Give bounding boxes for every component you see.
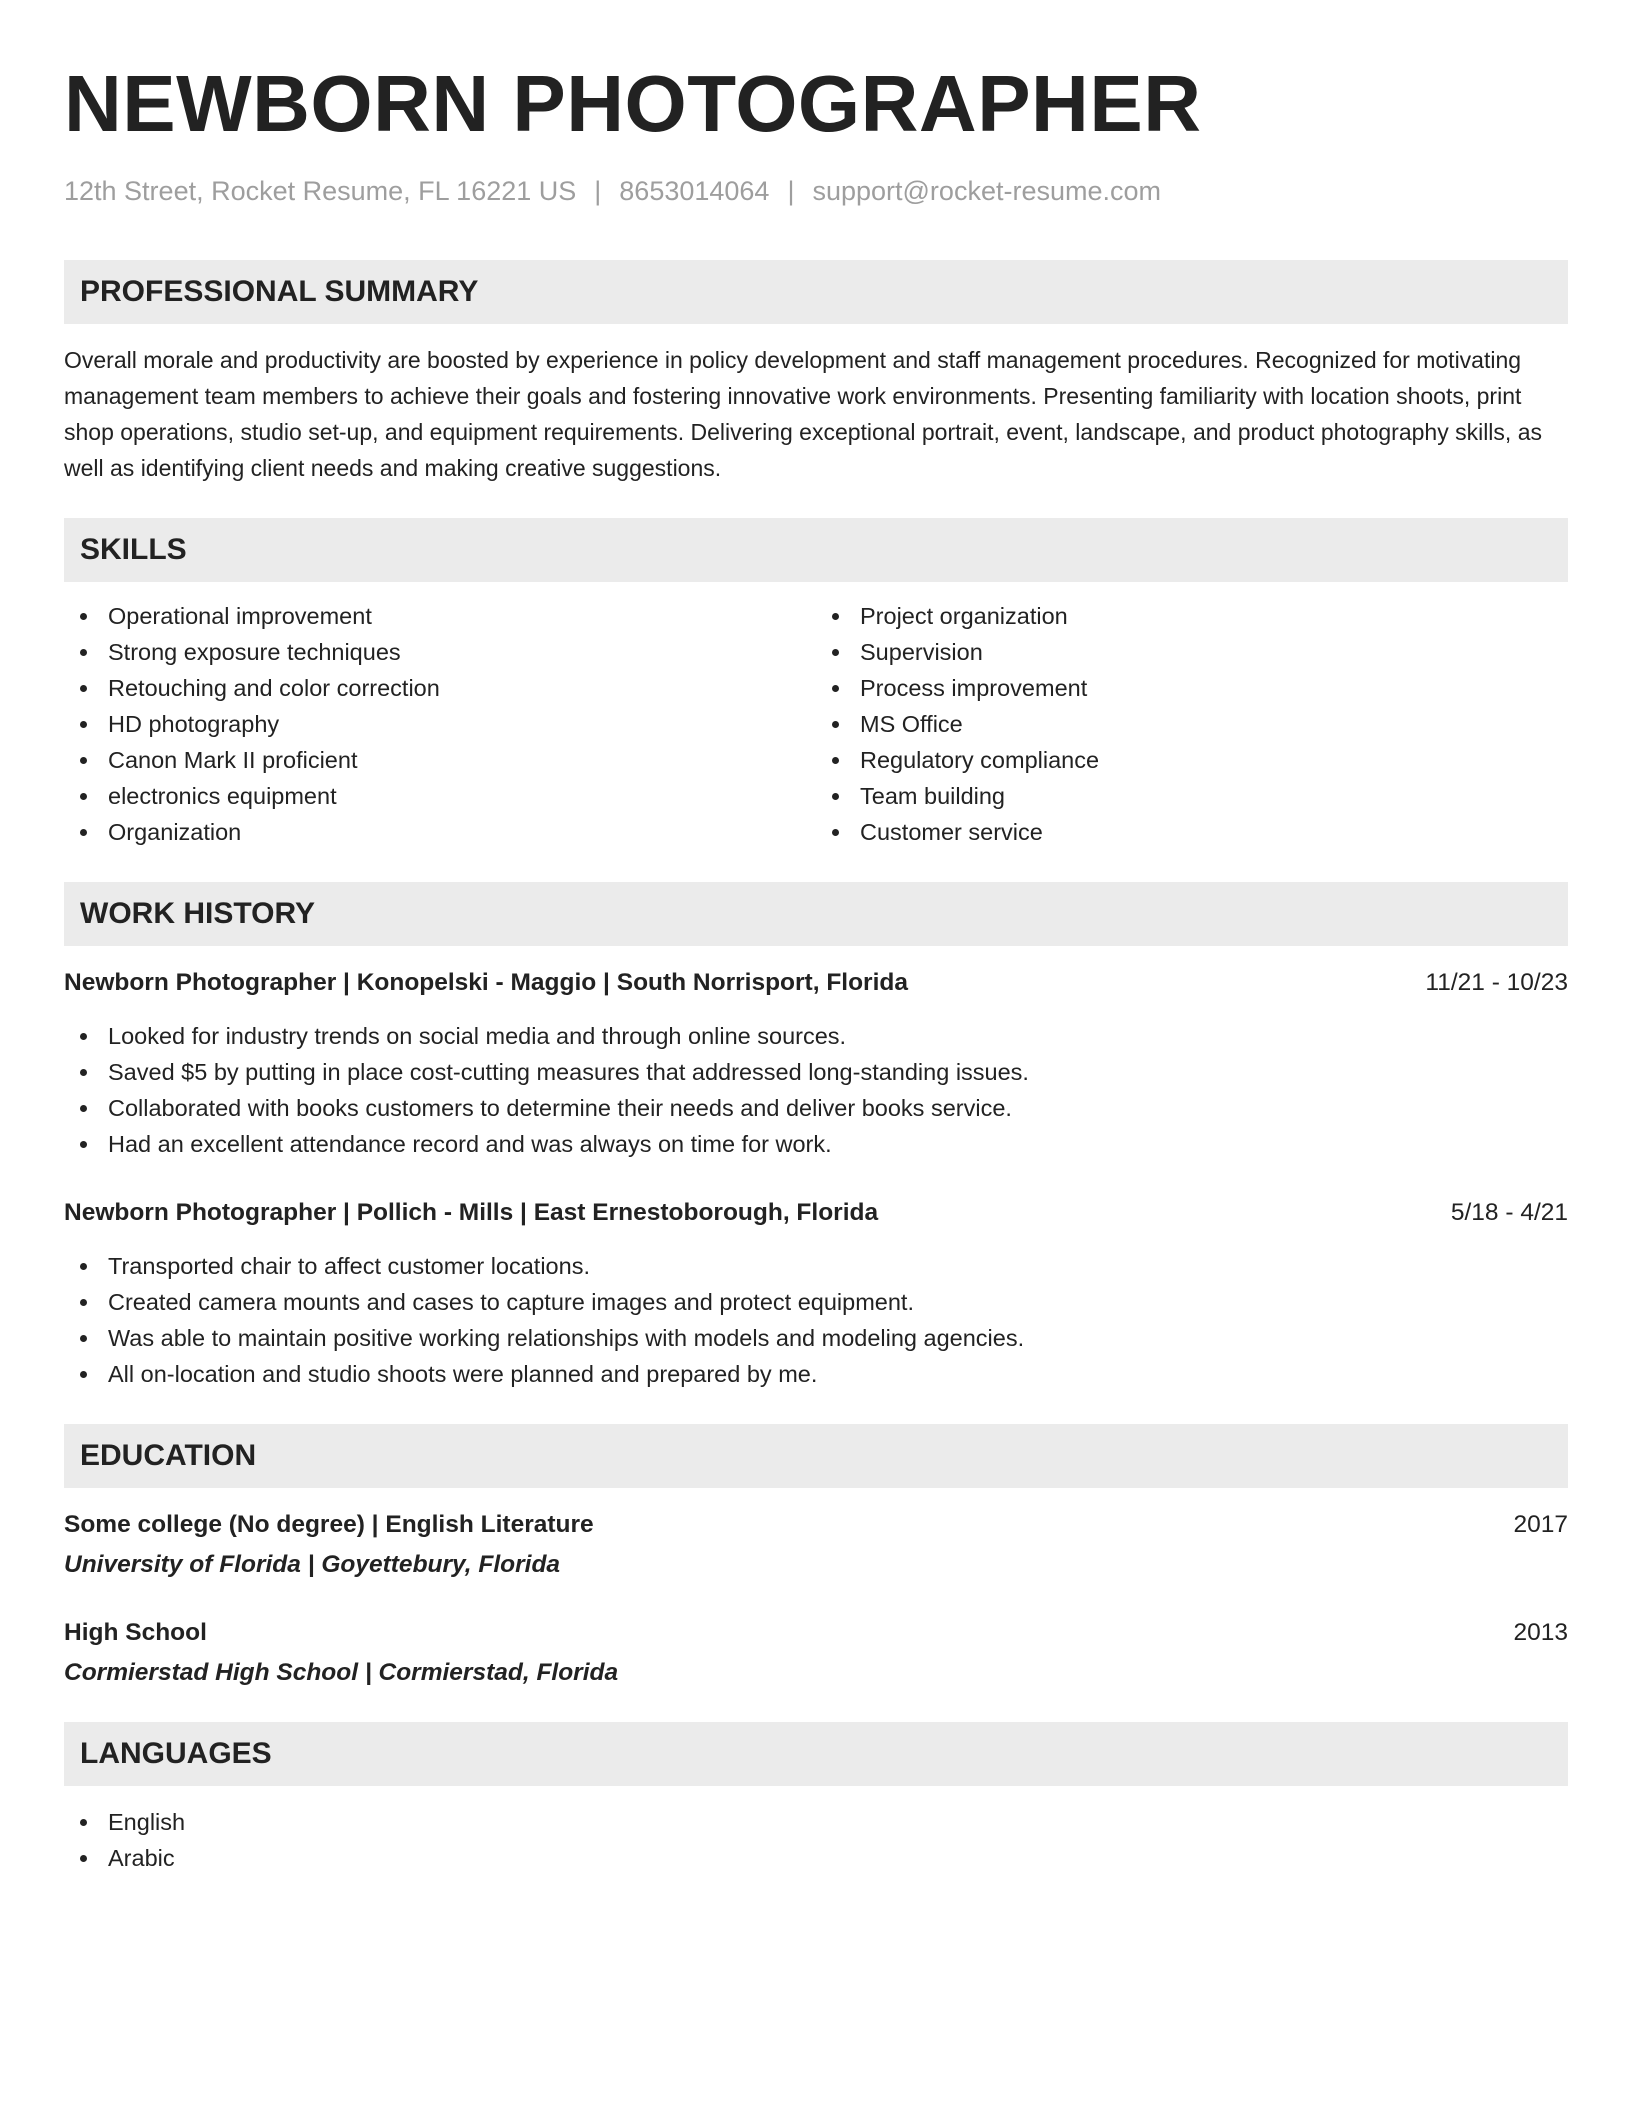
skills-list — [64, 598, 1568, 850]
skills-column-right — [816, 598, 1568, 850]
contact-address: 12th Street, Rocket Resume, FL 16221 US — [64, 176, 577, 206]
education-header — [64, 1508, 1568, 1542]
job-dates: 5/18 - 4/21 — [1450, 1199, 1568, 1226]
job-header — [64, 1196, 1568, 1230]
contact-line — [64, 174, 1568, 208]
job-header — [64, 966, 1568, 1000]
job-title: Newborn Photographer | Konopelski - Maggio | South Norrisport, Florida — [64, 969, 908, 996]
section-heading-education: EDUCATION — [64, 1424, 1568, 1488]
job-entry — [64, 966, 1568, 1162]
skill-item: Team building — [816, 778, 1568, 814]
contact-separator: | — [787, 176, 795, 206]
resume-name: NEWBORN PHOTOGRAPHER — [64, 59, 1202, 148]
education-entry — [64, 1616, 1568, 1690]
education-year: 2017 — [1513, 1511, 1568, 1538]
job-title: Newborn Photographer | Pollich - Mills | East Ernestoborough, Florida — [64, 1199, 879, 1226]
education-header — [64, 1616, 1568, 1650]
job-bullet: Was able to maintain positive working relationships with models and modeling agencies. — [64, 1320, 1568, 1356]
section-heading-languages: LANGUAGES — [64, 1722, 1568, 1786]
skill-item: electronics equipment — [64, 778, 816, 814]
skill-item: Project organization — [816, 598, 1568, 634]
job-bullet: Had an excellent attendance record and was always on time for work. — [64, 1126, 1568, 1162]
job-bullets — [64, 1018, 1568, 1162]
contact-email: support@rocket-resume.com — [812, 176, 1161, 206]
education-title: Some college (No degree) | English Literature — [64, 1511, 594, 1538]
education-title: High School — [64, 1619, 207, 1646]
skill-item: Operational improvement — [64, 598, 816, 634]
skill-item: Canon Mark II proficient — [64, 742, 816, 778]
job-bullet: Created camera mounts and cases to capture images and protect equipment. — [64, 1284, 1568, 1320]
skill-item: MS Office — [816, 706, 1568, 742]
job-bullet: Saved $5 by putting in place cost-cutting measures that addressed long-standing issues. — [64, 1054, 1568, 1090]
education-entry — [64, 1508, 1568, 1582]
job-bullet: Transported chair to affect customer locations. — [64, 1248, 1568, 1284]
job-entry — [64, 1196, 1568, 1392]
language-item: Arabic — [64, 1840, 1568, 1876]
section-heading-work-history: WORK HISTORY — [64, 882, 1568, 946]
skill-item: Customer service — [816, 814, 1568, 850]
languages-list — [64, 1804, 1568, 1876]
skill-item: Strong exposure techniques — [64, 634, 816, 670]
section-heading-summary: PROFESSIONAL SUMMARY — [64, 260, 1568, 324]
job-bullet: All on-location and studio shoots were planned and prepared by me. — [64, 1356, 1568, 1392]
contact-phone: 8653014064 — [619, 176, 770, 206]
education-school: University of Florida | Goyettebury, Florida — [64, 1551, 561, 1578]
summary-text: Overall morale and productivity are boosted by experience in policy development and staff management procedures. Recognized for motivating management team members to achieve their goals and fostering innovative work environments. Presenting familiarity with location shoots, print shop operations, studio set-up, and equipment requirements. Delivering exceptional portrait, event, landscape, and product photography skills, as well as identifying client needs and making creative suggestions. — [64, 347, 1542, 481]
skill-item: Retouching and color correction — [64, 670, 816, 706]
skill-item: Organization — [64, 814, 816, 850]
skill-item: Process improvement — [816, 670, 1568, 706]
contact-separator: | — [594, 176, 602, 206]
job-bullets — [64, 1248, 1568, 1392]
job-bullet: Looked for industry trends on social media and through online sources. — [64, 1018, 1568, 1054]
skill-item: Supervision — [816, 634, 1568, 670]
language-item: English — [64, 1804, 1568, 1840]
skills-column-left — [64, 598, 816, 850]
job-bullet: Collaborated with books customers to determine their needs and deliver books service. — [64, 1090, 1568, 1126]
education-year: 2013 — [1513, 1619, 1568, 1646]
skill-item: HD photography — [64, 706, 816, 742]
job-dates: 11/21 - 10/23 — [1425, 969, 1568, 996]
section-heading-skills: SKILLS — [64, 518, 1568, 582]
skill-item: Regulatory compliance — [816, 742, 1568, 778]
education-school: Cormierstad High School | Cormierstad, Florida — [64, 1659, 619, 1686]
